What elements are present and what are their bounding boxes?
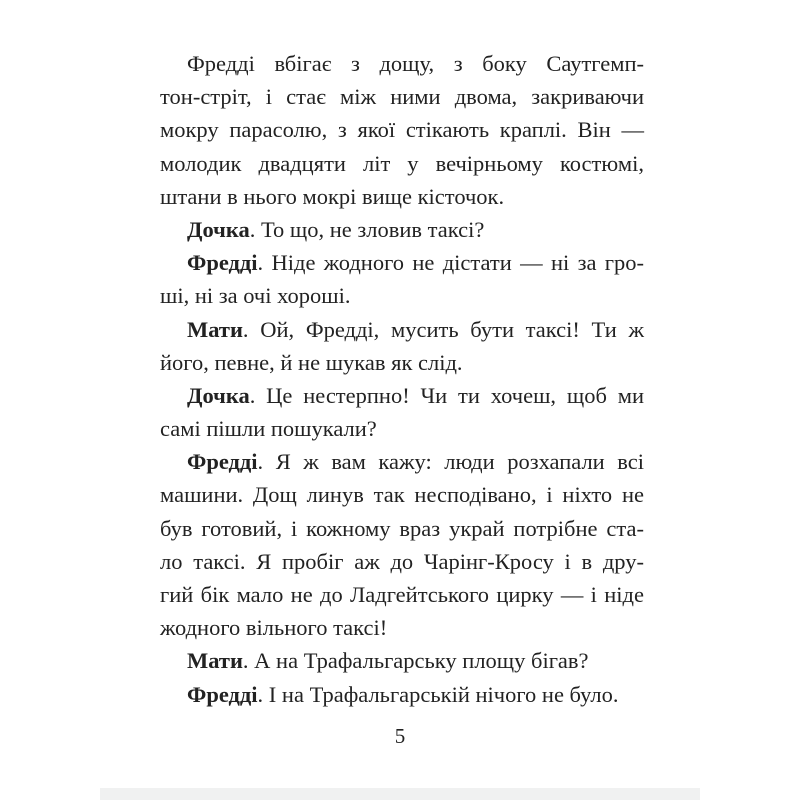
- speaker-name: Мати: [187, 648, 243, 674]
- line-text: Фредді вбігає з дощу, з боку Саутгемп-: [187, 51, 644, 76]
- line-text: його, певне, й не шукав як слід.: [160, 349, 463, 375]
- line-text: молодик двадцяти літ у вечірньому костюмі,: [160, 150, 644, 176]
- text-line: [160, 578, 644, 611]
- line-text: . Ніде жодного не дістати — ні за гро-: [257, 250, 644, 276]
- text-line: [160, 180, 644, 213]
- line-text: . Ой, Фредді, мусить бути таксі! Ти ж: [242, 316, 644, 342]
- text-line: [160, 47, 644, 80]
- text-line: [160, 678, 644, 711]
- line-text: . І на Трафальгарській нічого не було.: [257, 681, 619, 707]
- line-text: самі пішли пошукали?: [160, 416, 377, 442]
- text-line: [160, 545, 644, 578]
- text-line: [160, 644, 644, 677]
- line-text: жодного вільного таксі!: [160, 615, 388, 641]
- page-number: 5: [394, 724, 406, 748]
- text-line: [160, 412, 644, 445]
- line-text: машини. Дощ линув так несподівано, і ніхто не: [160, 482, 644, 508]
- text-line: [160, 147, 644, 180]
- speaker-name: Фредді: [187, 449, 258, 475]
- text-line: [160, 246, 644, 279]
- text-line: [160, 213, 644, 246]
- line-text: . Це нестерпно! Чи ти хочеш, щоб ми: [249, 382, 644, 408]
- speaker-name: Дочка: [187, 216, 250, 242]
- speaker-name: Фредді: [187, 250, 258, 276]
- speaker-name: Дочка: [187, 382, 250, 408]
- text-line: [160, 313, 644, 346]
- line-text: . А на Трафальгарську площу бігав?: [242, 648, 589, 674]
- text-line: [160, 279, 644, 312]
- line-text: гий бік мало не до Ладгейтського цирку — і ніде: [160, 582, 644, 607]
- text-line: [160, 512, 644, 545]
- page-text: [160, 47, 644, 711]
- text-line: [160, 478, 644, 511]
- speaker-name: Мати: [187, 316, 243, 342]
- text-line: [160, 379, 644, 412]
- text-line: [160, 611, 644, 644]
- line-text: штани в нього мокрі вище кісточок.: [160, 183, 505, 209]
- line-text: . То що, не зловив таксі?: [249, 216, 485, 242]
- line-text: тон-стріт, і стає між ними двома, закриваючи: [160, 84, 644, 110]
- line-text: ло таксі. Я пробіг аж до Чарінг-Кросу і в дру-: [160, 548, 644, 574]
- speaker-name: Фредді: [187, 681, 258, 707]
- line-text: . Я ж вам кажу: люди розхапали всі: [257, 449, 644, 475]
- line-text: мокру парасолю, з якої стікають краплі. Він —: [160, 117, 644, 143]
- text-line: [160, 445, 644, 478]
- line-text: був готовий, і кожному враз украй потрібне ста-: [160, 515, 644, 541]
- bottom-shadow-strip: [100, 788, 700, 800]
- text-line: [160, 80, 644, 113]
- line-text: ші, ні за очі хороші.: [160, 283, 351, 309]
- text-line: [160, 113, 644, 146]
- text-line: [160, 346, 644, 379]
